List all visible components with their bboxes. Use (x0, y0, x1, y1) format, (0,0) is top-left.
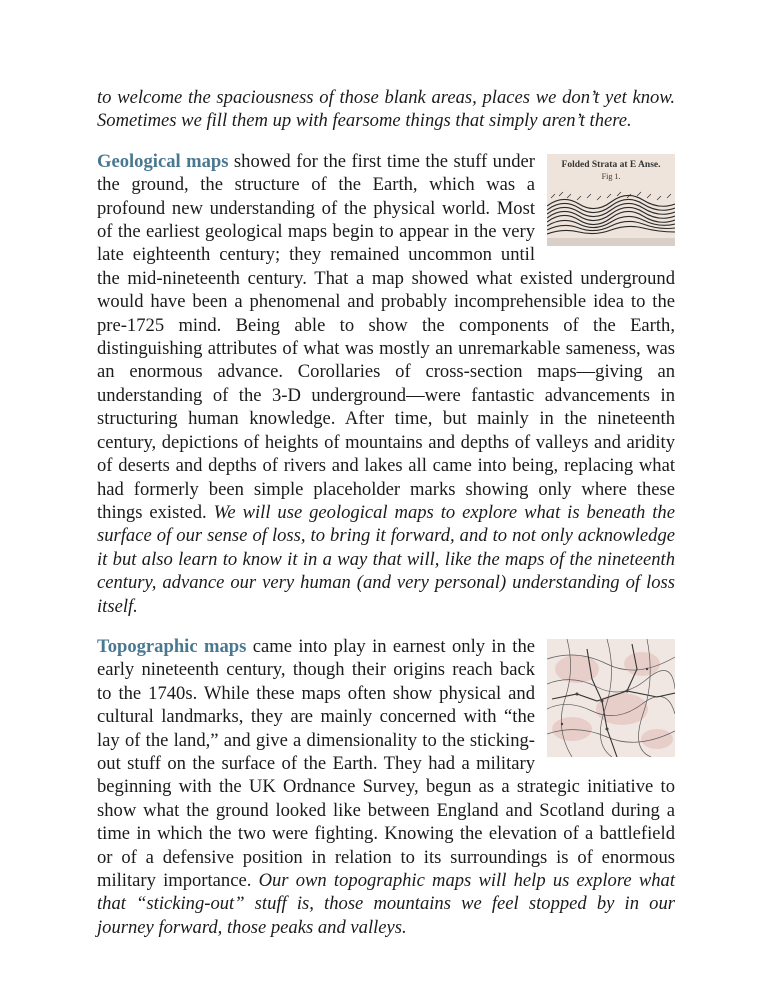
topographic-section (97, 635, 675, 939)
topographic-body: came into play in earnest only in the early nineteenth century, though their origins reach back to the 1740s. While these maps often show physical and cultural landmarks, they are mainly concerned with “the lay of the land,” and give a dimensionality to the sticking-out stuff on the surface of the Earth. They had a military beginning with the UK Ordnance Survey, begun as a strategic initiative to show what the ground looked like between England and Scotland during a time in which the two were fighting. Knowing the elevation of a battlefield or of a defensive position in relation to its surroundings is of enormous military importance. (97, 635, 675, 891)
geological-maps-heading: Geological maps (97, 150, 229, 172)
geological-section (97, 150, 675, 618)
figure-caption-line1: Folded Strata at E Anse. (561, 159, 661, 170)
topographic-map-figure (547, 639, 675, 757)
topographic-italic-text: Our own topographic maps will help us explore what that “sticking-out” stuff is, those mountains we feel stopped by in our journey forward, those peaks and valleys. (97, 870, 675, 938)
geological-body: showed for the first time the stuff under the ground, the structure of the Earth, which was a profound new understanding of the physical world. Most of the earliest geological maps begin to appear in the very late eighteenth century; they remained uncommon until the mid-nineteenth century. That a map showed what existed underground would have been a phenomenal and probably incomprehensible idea to the pre-1725 mind. Being able to show the components of the Earth, distinguishing attributes of what was mostly an unremarkable sameness, was an enormous advance. Corollaries of cross-section maps—giving an understanding of the 3-D underground—were fantastic advancements in structuring human knowledge. After time, but mainly in the nineteenth century, depictions of heights of mountains and depths of valleys and aridity of deserts and depths of rivers and lakes all came into being, replacing what had formerly been simple placeholder marks showing only where these things existed. (97, 150, 675, 523)
figure-caption-line2: Fig 1. (601, 171, 621, 181)
geological-italic-text: We will use geological maps to explore what is beneath the surface of our sense of loss, to bring it forward, and to not only acknowledge it but also learn to know it in a way that will, like the maps of the nineteenth century, advance our very human (and very personal) understanding of loss itself. (97, 501, 675, 617)
intro-paragraph: to welcome the spaciousness of those blank areas, places we don’t yet know. Sometimes we fill them up with fearsome things that simply aren’t there. (97, 87, 675, 132)
topographic-maps-heading: Topographic maps (97, 635, 247, 657)
page-content (97, 86, 675, 956)
folded-strata-figure (547, 154, 675, 246)
